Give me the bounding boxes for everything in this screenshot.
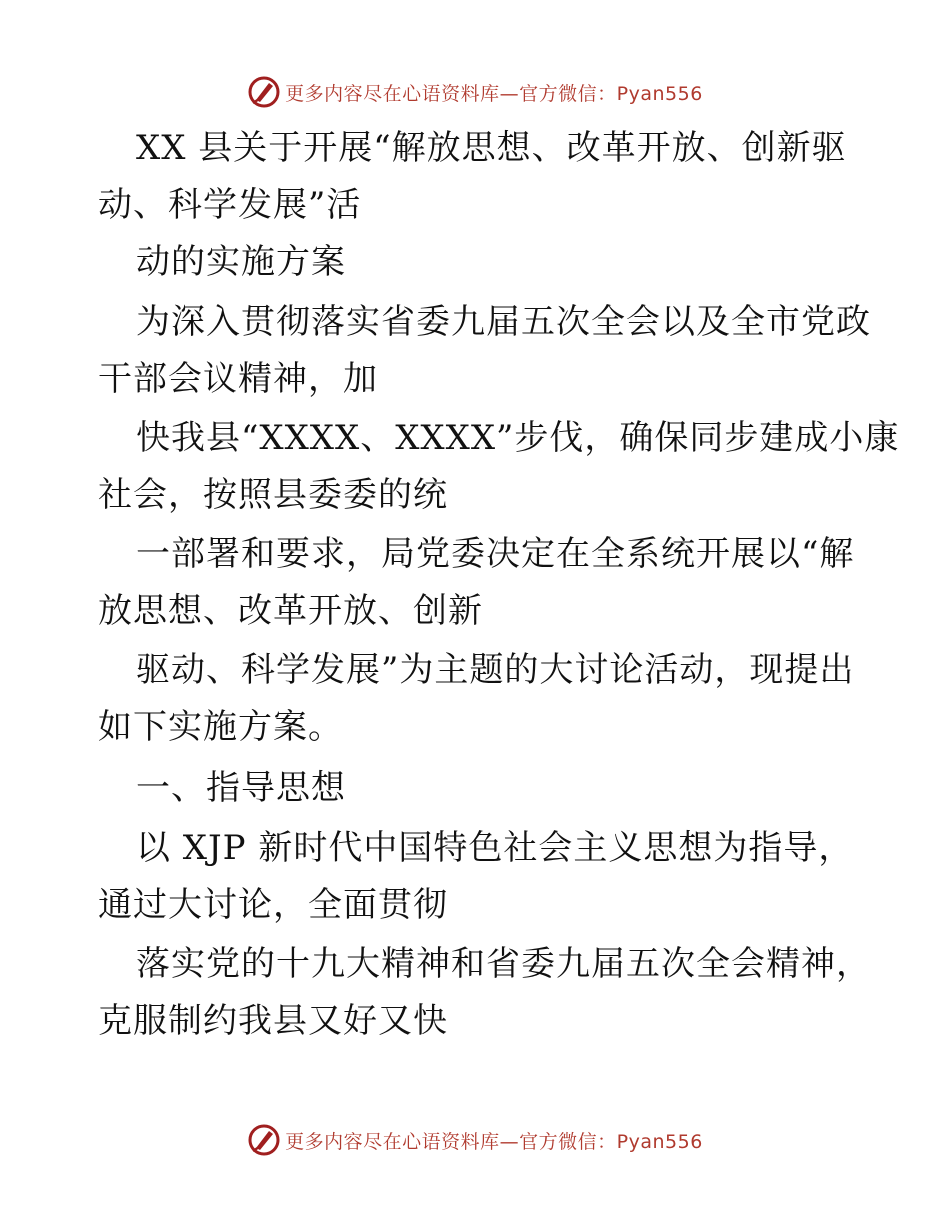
watermark-text: 更多内容尽在心语资料库—官方微信：Pyan556	[285, 1130, 703, 1153]
paragraph-line: 通过大讨论，全面贯彻	[98, 885, 448, 925]
paragraph-line: 干部会议精神，加	[98, 359, 378, 399]
title-line-1: XX 县关于开展“解放思想、改革开放、创新驱	[136, 128, 847, 168]
quill-logo-icon	[247, 1123, 281, 1157]
paragraph-line: 以 XJP 新时代中国特色社会主义思想为指导，	[136, 828, 854, 868]
paragraph-line: 克服制约我县又好又快	[98, 1001, 448, 1041]
paragraph-line: 为深入贯彻落实省委九届五次全会以及全市党政	[136, 302, 871, 342]
header-watermark	[0, 72, 950, 112]
title-line-2: 动、科学发展”活	[98, 185, 362, 225]
paragraph-line: 一部署和要求，局党委决定在全系统开展以“解	[136, 534, 855, 574]
paragraph-line: 快我县“XXXX、XXXX”步伐，确保同步建成小康	[136, 418, 900, 458]
title-line-3: 动的实施方案	[136, 242, 346, 282]
paragraph-line: 落实党的十九大精神和省委九届五次全会精神，	[136, 944, 871, 984]
section-heading: 一、指导思想	[136, 768, 346, 808]
footer-watermark	[0, 1120, 950, 1160]
paragraph-line: 放思想、改革开放、创新	[98, 591, 483, 631]
paragraph-line: 如下实施方案。	[98, 707, 343, 747]
watermark-text: 更多内容尽在心语资料库—官方微信：Pyan556	[285, 82, 703, 105]
paragraph-line: 社会，按照县委委的统	[98, 475, 448, 515]
paragraph-line: 驱动、科学发展”为主题的大讨论活动，现提出	[136, 650, 855, 690]
quill-logo-icon	[247, 75, 281, 109]
